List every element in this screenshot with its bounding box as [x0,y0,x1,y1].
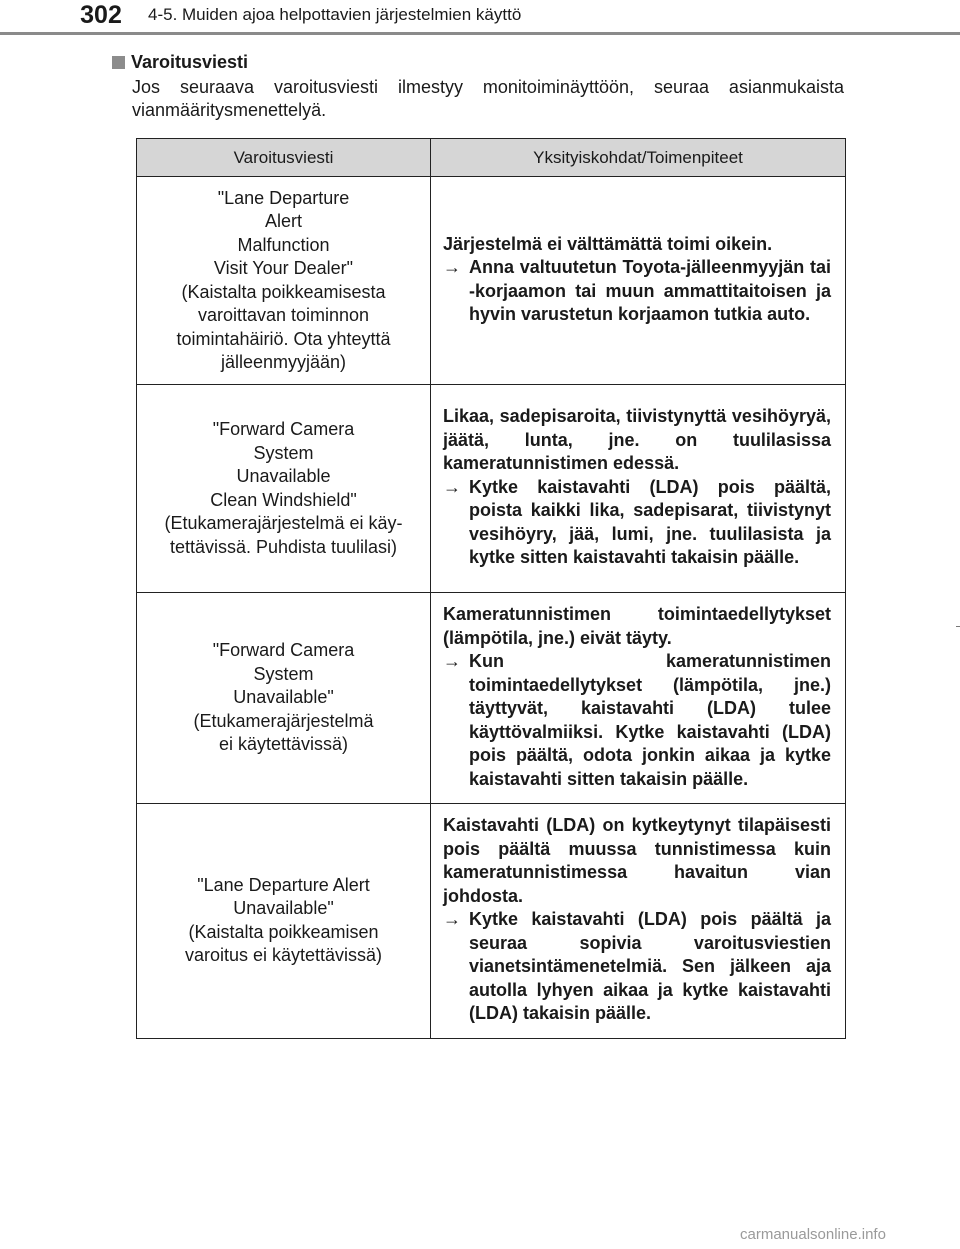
watermark: carmanualsonline.info [740,1226,886,1243]
warning-message-line: (Etukamerajärjestelmä [193,710,374,731]
details-cell [431,593,846,804]
chapter-title: 4-5. Muiden ajoa helpottavien järjestelmien käyttö [148,5,522,24]
warning-message-line: varoittavan toiminnon [197,305,370,325]
warning-message-line: "Forward Camera [212,640,355,661]
table-row [137,593,846,804]
intro-paragraph: Jos seuraava varoitusviesti ilmestyy monitoiminäyttöön, seuraa asianmukaista vianmääritysmenettelyä. [132,77,844,120]
detail-text: Likaa, sadepisaroita, tiivistynyttä vesihöyryä, jäätä, lunta, jne. on tuulilasissa kameratunnistimen edessä. [443,406,831,474]
warning-message-line: Visit Your Dealer" [213,258,354,278]
warning-message-line: toimintahäiriö. Ota yhteyttä [176,328,391,349]
table-row [137,804,846,1039]
warning-message-line: tettävissä. Puhdista tuulilasi) [169,536,398,557]
warning-message-line: (Etukamerajärjestelmä ei käy- [164,513,403,533]
warning-message-line: (Kaistalta poikkeamisen [188,921,379,942]
warning-message-line: ei käytettävissä) [218,734,349,755]
square-bullet-icon [112,56,125,69]
action-step [443,650,831,791]
action-text: Kytke kaistavahti (LDA) pois päältä, poista kaikki lika, sadepisarat, tiivistynyt vesihöyry, jää, lumi, jne. tuulilasista ja kytke sitten kaistavahti takaisin päälle. [469,476,831,568]
warning-message-line: varoitus ei käytettävissä) [184,945,383,966]
warning-message-line: "Forward Camera [212,419,355,439]
table-row [137,177,846,385]
right-arrow-icon: → [443,476,461,497]
detail-text: Kameratunnistimen toimintaedellytykset (lämpötila, jne.) eivät täyty. [443,604,831,648]
warning-message-line: Unavailable" [233,898,334,919]
action-step [443,476,831,570]
right-arrow-icon: → [443,909,461,929]
warning-message-line: "Lane Departure Alert [197,874,370,895]
details-cell [431,385,846,593]
table-row [137,385,846,593]
warning-message-line: Unavailable" [233,687,334,708]
warning-message-line: System [253,442,314,463]
header-divider [0,32,960,35]
warning-message-cell [137,177,431,385]
warning-message-table [136,138,846,1039]
right-arrow-icon: → [443,257,461,277]
margin-tick [956,626,960,627]
warning-message-line: Alert [264,211,302,231]
action-text: Anna valtuutetun Toyota-jälleenmyyjän tai -korjaamon tai muun ammattitaitoisen ja hyvin varustetun korjaamon tutkia auto. [469,257,831,324]
action-text: Kun kameratunnistimen toimintaedellytykset (lämpötila, jne.) täyttyvät, kaistavahti (LDA) tulee käyttövalmiiksi. Kytke kaistavahti (LDA) pois päältä, odota jonkin aikaa ja kytke kaistavahti sitten takaisin päälle. [469,651,831,789]
warning-message-cell [137,593,431,804]
warning-message-cell [137,385,431,593]
right-arrow-icon: → [443,651,461,671]
warning-message-line: (Kaistalta poikkeamisesta [181,281,386,302]
action-step [443,908,831,1026]
section-heading-text: Varoitusviesti [131,52,249,72]
warning-message-line: "Lane Departure [217,187,350,208]
warning-message-line: Malfunction [237,234,330,255]
details-cell [431,177,846,385]
warning-message-line: System [253,663,314,684]
warning-message-line: jälleenmyyjään) [220,352,347,372]
action-step [443,256,831,327]
action-text: Kytke kaistavahti (LDA) pois päältä ja seuraa sopivia varoitusviestien vianetsintämenetelmiä. Sen jälkeen aja autolla lyhyen aikaa ja kytke kaistavahti (LDA) takaisin päälle. [469,909,831,1023]
section-heading [112,51,248,73]
detail-text: Kaistavahti (LDA) on kytkeytynyt tilapäisesti pois päältä muussa tunnistimessa kuin kameratunnistimessa havaitun vian johdosta. [443,815,831,906]
page-header [0,0,960,36]
column-header-details: Yksityiskohdat/Toimenpiteet [431,139,846,177]
detail-text: Järjestelmä ei välttämättä toimi oikein. [443,233,773,254]
warning-message-cell [137,804,431,1039]
warning-message-line: Unavailable [236,466,331,486]
table-header-row [137,139,846,177]
page-number: 302 [80,1,122,29]
warning-message-line: Clean Windshield" [210,489,357,510]
column-header-message: Varoitusviesti [137,139,431,177]
details-cell [431,804,846,1039]
